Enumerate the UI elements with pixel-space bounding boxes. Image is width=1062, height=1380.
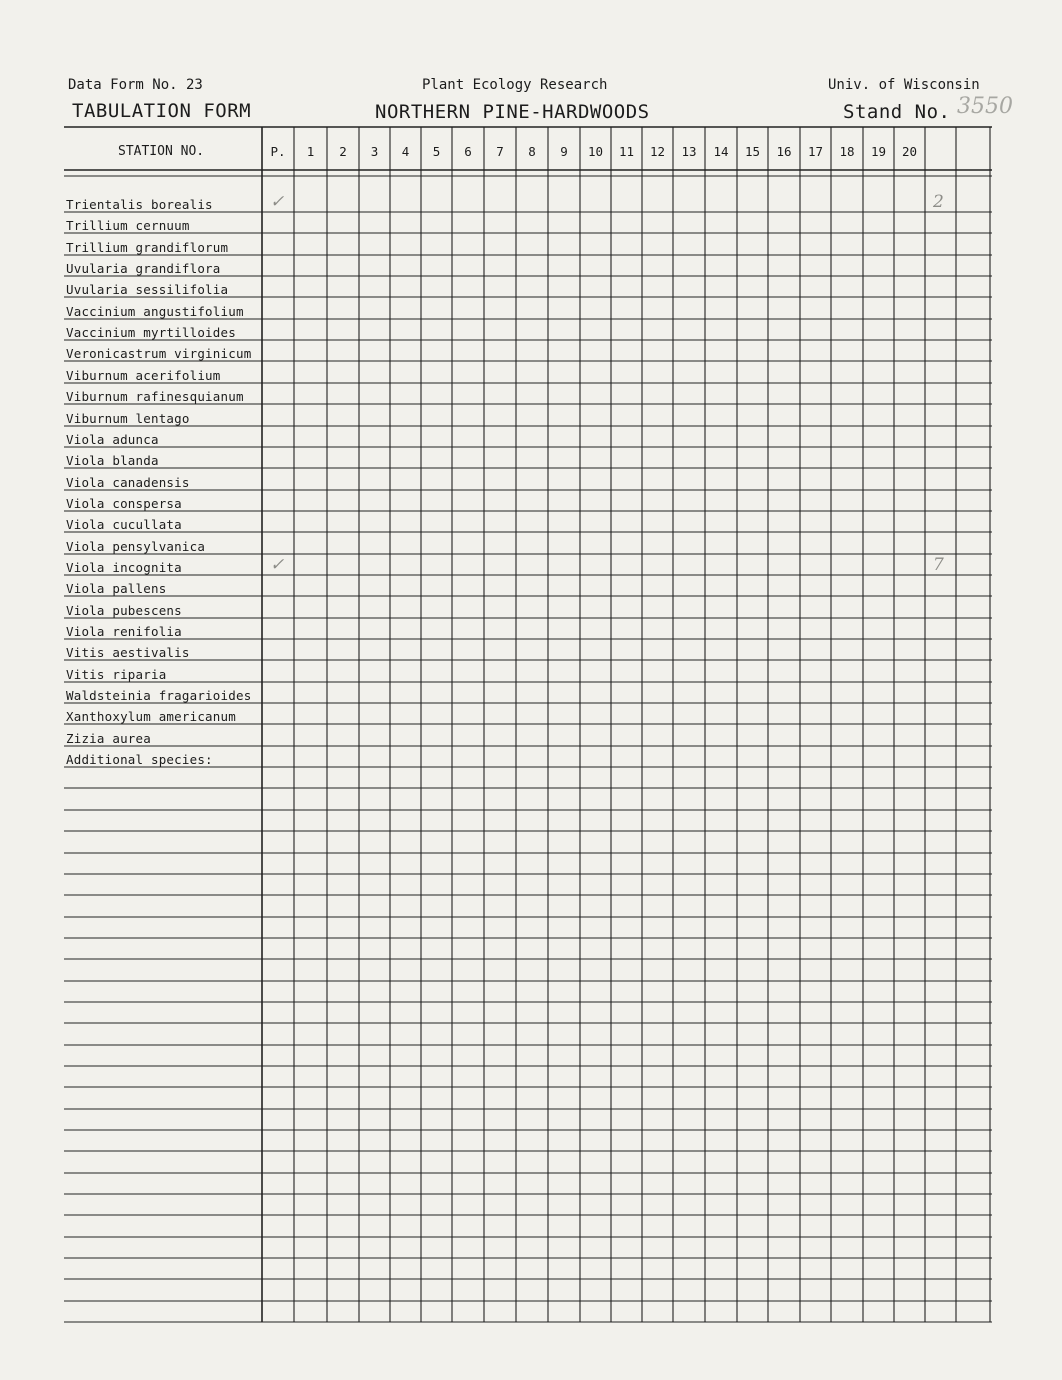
species-label: Viola adunca	[66, 432, 159, 447]
species-label: Additional species:	[66, 752, 213, 767]
species-label: Trillium cernuum	[66, 218, 190, 233]
species-label: Xanthoxylum americanum	[66, 709, 236, 724]
column-header: 20	[901, 144, 918, 159]
species-label: Vaccinium angustifolium	[66, 304, 244, 319]
column-header: 11	[618, 144, 635, 159]
column-header: 2	[339, 144, 347, 159]
species-label: Vitis aestivalis	[66, 645, 190, 660]
species-label: Viola conspersa	[66, 496, 182, 511]
species-label: Viola canadensis	[66, 475, 190, 490]
species-label: Trillium grandiflorum	[66, 240, 229, 255]
species-label: Zizia aurea	[66, 731, 151, 746]
column-header: 17	[807, 144, 824, 159]
column-header: 8	[528, 144, 536, 159]
species-label: Viola pallens	[66, 581, 167, 596]
column-header: 9	[560, 144, 568, 159]
species-label: Vaccinium myrtilloides	[66, 325, 236, 340]
university-label: Univ. of Wisconsin	[828, 77, 980, 93]
column-header: 19	[870, 144, 887, 159]
column-header: 12	[649, 144, 666, 159]
column-header: 4	[401, 144, 410, 159]
column-header: 7	[496, 144, 504, 159]
species-label: Veronicastrum virginicum	[66, 346, 252, 361]
tally-mark: ✓	[270, 555, 285, 575]
species-label: Viola cucullata	[66, 517, 182, 532]
tally-mark: ✓	[270, 192, 285, 212]
column-header: P.	[270, 144, 286, 159]
species-label: Viola blanda	[66, 453, 159, 468]
station-number-label: STATION NO.	[118, 144, 205, 159]
species-label: Viola pensylvanica	[66, 539, 206, 554]
species-label: Viburnum acerifolium	[66, 368, 221, 383]
tally-mark: 7	[933, 555, 944, 575]
species-label: Viola incognita	[66, 560, 182, 575]
species-label: Waldsteinia fragarioides	[66, 688, 252, 703]
region-title: NORTHERN PINE-HARDWOODS	[375, 101, 650, 123]
species-label: Trientalis borealis	[66, 197, 213, 212]
column-header: 18	[839, 144, 855, 159]
species-label: Viburnum lentago	[66, 411, 190, 426]
column-header: 10	[587, 144, 604, 159]
species-label: Uvularia sessilifolia	[66, 282, 229, 297]
form-number: Data Form No. 23	[68, 77, 203, 93]
stand-number-value: 3550	[957, 94, 1013, 119]
species-label: Uvularia grandiflora	[66, 261, 221, 276]
species-label: Viola pubescens	[66, 603, 182, 618]
species-label: Viburnum rafinesquianum	[66, 389, 244, 404]
species-label: Vitis riparia	[66, 667, 167, 682]
column-header: 3	[370, 144, 379, 159]
column-header: 14	[713, 144, 729, 159]
column-header: 5	[432, 144, 441, 159]
tally-mark: 2	[933, 192, 944, 212]
column-header: 15	[744, 144, 761, 159]
column-header: 16	[776, 144, 792, 159]
column-header: 6	[464, 144, 472, 159]
column-header: 13	[681, 144, 697, 159]
species-label: Viola renifolia	[66, 624, 182, 639]
column-header: 1	[306, 144, 315, 159]
form-title: TABULATION FORM	[72, 100, 252, 122]
stand-number-label: Stand No.	[843, 101, 951, 123]
organization-label: Plant Ecology Research	[422, 77, 608, 93]
